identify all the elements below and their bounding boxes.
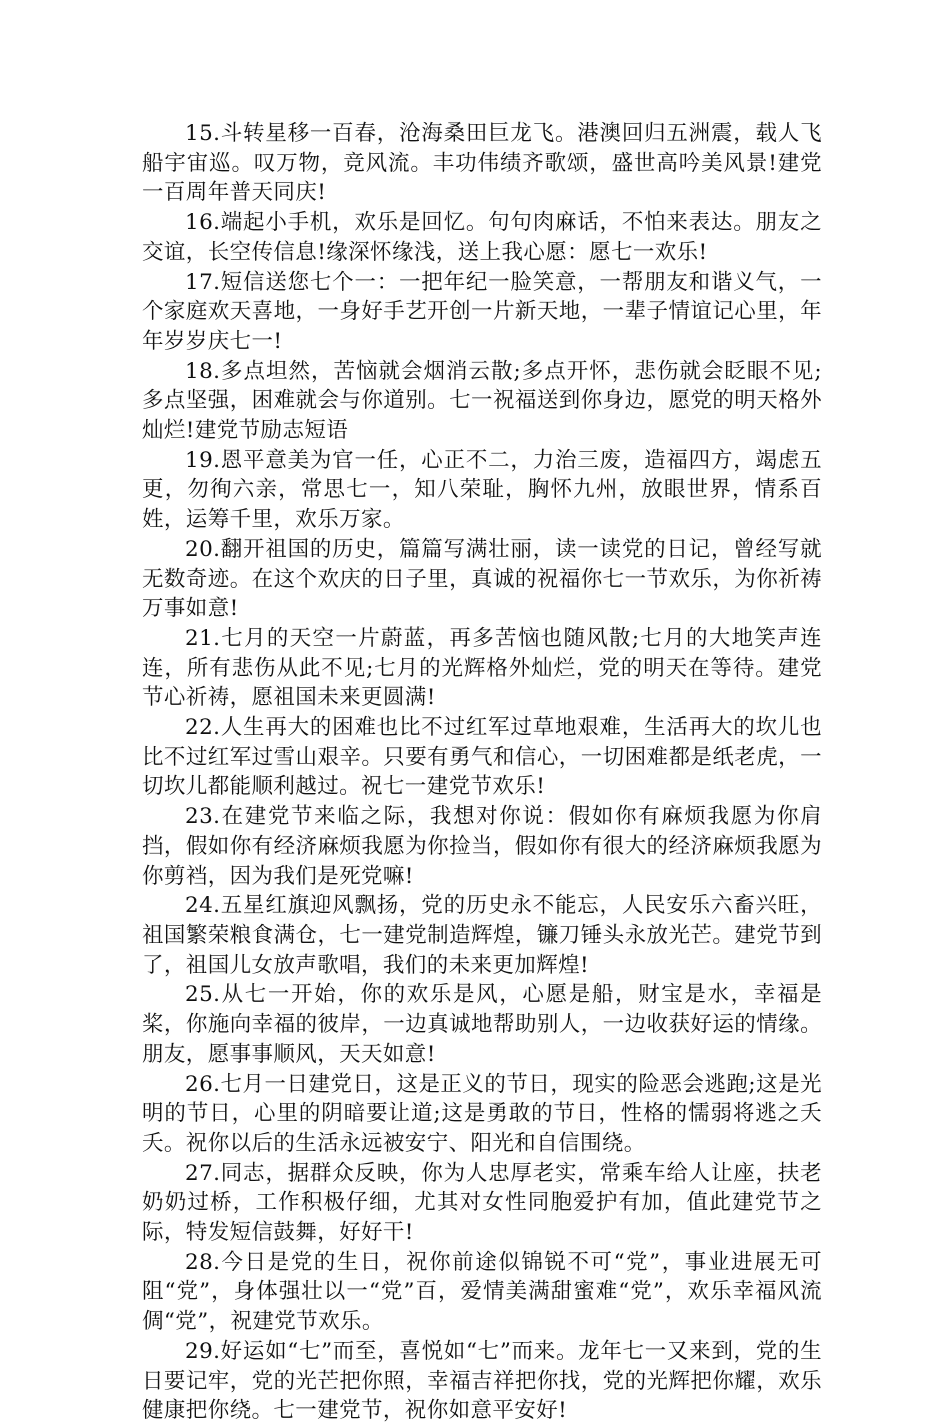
paragraph-19: 19.恩平意美为官一任，心正不二，力治三废，造福四方，竭虑五更，勿徇六亲，常思七一，知八荣耻，胸怀九州，放眼世界，情系百姓，运筹千里，欢乐万家。: [142, 447, 822, 533]
paragraph-29: 29.好运如“七”而至，喜悦如“七”而来。龙年七一又来到，党的生日要记牢，党的光芒把你照，幸福吉祥把你找，党的光辉把你耀，欢乐健康把你绕。七一建党节，祝你如意平安好!: [142, 1338, 822, 1424]
paragraph-15: 15.斗转星移一百春，沧海桑田巨龙飞。港澳回归五洲震，载人飞船宇宙巡。叹万物，竞风流。丰功伟绩齐歌颂，盛世高吟美风景!建党一百周年普天同庆!: [142, 121, 822, 206]
paragraph-23: 23.在建党节来临之际，我想对你说：假如你有麻烦我愿为你肩挡，假如你有经济麻烦我愿为你捡当，假如你有很大的经济麻烦我愿为你剪裆，因为我们是死党嘛!: [142, 804, 822, 889]
paragraph-28: 28.今日是党的生日，祝你前途似锦锐不可“党”，事业进展无可阻“党”，身体强壮以一“党”百，爱情美满甜蜜难“党”，欢乐幸福风流倜“党”，祝建党节欢乐。: [142, 1249, 822, 1335]
paragraph-16: 16.端起小手机，欢乐是回忆。句句肉麻话，不怕来表达。朋友之交谊，长空传信息!缘深怀缘浅，送上我心愿：愿七一欢乐!: [142, 210, 822, 265]
paragraph-24: 24.五星红旗迎风飘扬，党的历史永不能忘，人民安乐六畜兴旺，祖国繁荣粮食满仓，七一建党制造辉煌，镰刀锤头永放光芒。建党节到了，祖国儿女放声歌唱，我们的未来更加辉煌!: [142, 893, 822, 978]
paragraph-26: 26.七月一日建党日，这是正义的节日，现实的险恶会逃跑;这是光明的节日，心里的阴暗要让道;这是勇敢的节日，性格的懦弱将逃之夭夭。祝你以后的生活永远被安宁、阳光和自信围绕。: [142, 1071, 822, 1156]
paragraph-25: 25.从七一开始，你的欢乐是风，心愿是船，财宝是水，幸福是桨，你施向幸福的彼岸，一边真诚地帮助别人，一边收获好运的情缘。朋友，愿事事顺风，天天如意!: [142, 982, 822, 1067]
paragraph-20: 20.翻开祖国的历史，篇篇写满壮丽，读一读党的日记，曾经写就无数奇迹。在这个欢庆的日子里，真诚的祝福你七一节欢乐，为你祈祷万事如意!: [142, 536, 822, 622]
paragraph-21: 21.七月的天空一片蔚蓝，再多苦恼也随风散;七月的大地笑声连连，所有悲伤从此不见;七月的光辉格外灿烂，党的明天在等待。建党节心祈祷，愿祖国未来更圆满!: [142, 625, 822, 711]
paragraph-18: 18.多点坦然，苦恼就会烟消云散;多点开怀，悲伤就会眨眼不见;多点坚强，困难就会与你道别。七一祝福送到你身边，愿党的明天格外灿烂!建党节励志短语: [142, 358, 822, 444]
paragraph-22: 22.人生再大的困难也比不过红军过草地艰难，生活再大的坎儿也比不过红军过雪山艰辛。只要有勇气和信心，一切困难都是纸老虎，一切坎儿都能顺利越过。祝七一建党节欢乐!: [142, 715, 822, 800]
body-text: [142, 119, 822, 1426]
paragraph-17: 17.短信送您七个一：一把年纪一脸笑意，一帮朋友和谐义气，一个家庭欢天喜地，一身好手艺开创一片新天地，一辈子情谊记心里，年年岁岁庆七一!: [142, 269, 822, 354]
paragraph-27: 27.同志，据群众反映，你为人忠厚老实，常乘车给人让座，扶老奶奶过桥，工作积极仔细，尤其对女性同胞爱护有加，值此建党节之际，特发短信鼓舞，好好干!: [142, 1160, 822, 1246]
